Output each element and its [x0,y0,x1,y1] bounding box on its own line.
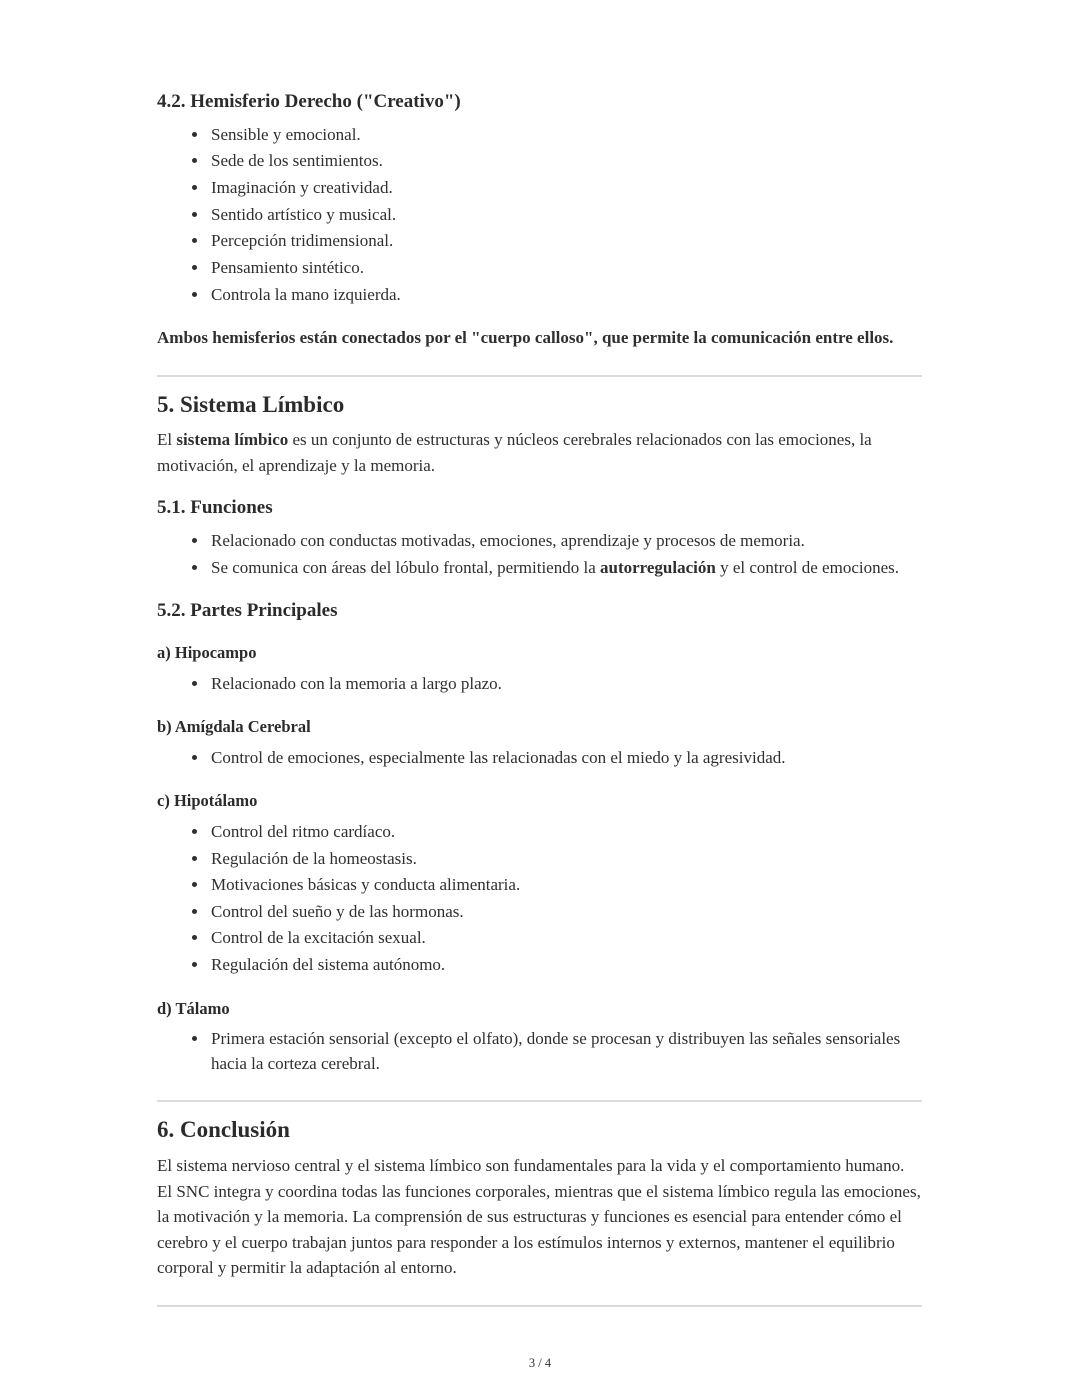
list-item: • Sensible y emocional. [209,123,922,148]
list-item: • Sentido artístico y musical. [209,203,922,228]
section-divider [157,1305,922,1307]
list-item: • Imaginación y creatividad. [209,176,922,201]
heading-amygdala: b) Amígdala Cerebral [157,717,311,737]
text-segment: Se comunica con áreas del lóbulo frontal, permitiendo la [211,557,600,577]
list-item: • Primera estación sensorial (excepto el olfato), donde se procesan y distribuyen las señales sensoriales hacia la corteza cerebral. [209,1027,922,1076]
limbic-intro-paragraph [157,427,922,478]
list-item: • Control de emociones, especialmente las relacionadas con el miedo y la agresividad. [209,746,922,771]
conclusion-paragraph: El sistema nervioso central y el sistema límbico son fundamentales para la vida y el comportamiento humano. El SNC integra y coordina todas las funciones corporales, mientras que el sistema límbico regula las emociones, la motivación y la memoria. La comprensión de sus estructuras y funciones es esencial para entender cómo el cerebro y el cuerpo trabajan juntos para responder a los estímulos internos y externos, mantener el equilibrio corporal y permitir la adaptación al entorno. [157,1156,921,1278]
functions-list [157,529,922,580]
text-segment-bold: autorregulación [599,557,716,577]
text-segment: El [157,430,177,450]
section-divider [157,375,922,377]
hippocampus-list [157,672,922,697]
amygdala-list [157,746,922,771]
list-item: • Percepción tridimensional. [209,229,922,254]
text-segment-bold: sistema límbico [176,430,289,450]
heading-limbic-system: 5. Sistema Límbico [157,391,345,417]
text-segment: y el control de emociones. [715,557,900,577]
list-item: • Control del sueño y de las hormonas. [209,900,922,925]
list-item: • Control de la excitación sexual. [209,926,922,951]
list-item: • Regulación del sistema autónomo. [209,953,922,978]
page-number: 3 / 4 [528,1356,552,1370]
heading-main-parts: 5.2. Partes Principales [157,599,338,621]
section-divider [157,1100,922,1102]
heading-functions: 5.1. Funciones [157,497,273,519]
heading-right-hemisphere: 4.2. Hemisferio Derecho ("Creativo") [157,91,461,112]
hypothalamus-list [157,820,922,978]
heading-hypothalamus: c) Hipotálamo [157,791,258,811]
list-item: • Regulación de la homeostasis. [209,847,922,872]
text-segment: es un conjunto de estructuras y núcleos cerebrales relacionados con las emociones, la motivación, el aprendizaje y la memoria. [157,430,872,475]
list-item: • Control del ritmo cardíaco. [209,820,922,845]
heading-thalamus: d) Tálamo [157,998,230,1018]
list-item: • Controla la mano izquierda. [209,283,922,308]
corpus-callosum-note: Ambos hemisferios están conectados por el "cuerpo calloso", que permite la comunicación entre ellos. [157,328,894,348]
list-item: • Relacionado con conductas motivadas, emociones, aprendizaje y procesos de memoria. [209,529,922,554]
list-item: • Motivaciones básicas y conducta alimentaria. [209,873,922,898]
list-item: • Pensamiento sintético. [209,256,922,281]
list-item: • Sede de los sentimientos. [209,149,922,174]
heading-hippocampus: a) Hipocampo [157,643,257,663]
list-item: • Relacionado con la memoria a largo plazo. [209,672,922,697]
right-hemisphere-list [157,123,922,307]
list-item [209,556,922,581]
thalamus-list [157,1027,922,1076]
heading-conclusion: 6. Conclusión [157,1117,290,1143]
